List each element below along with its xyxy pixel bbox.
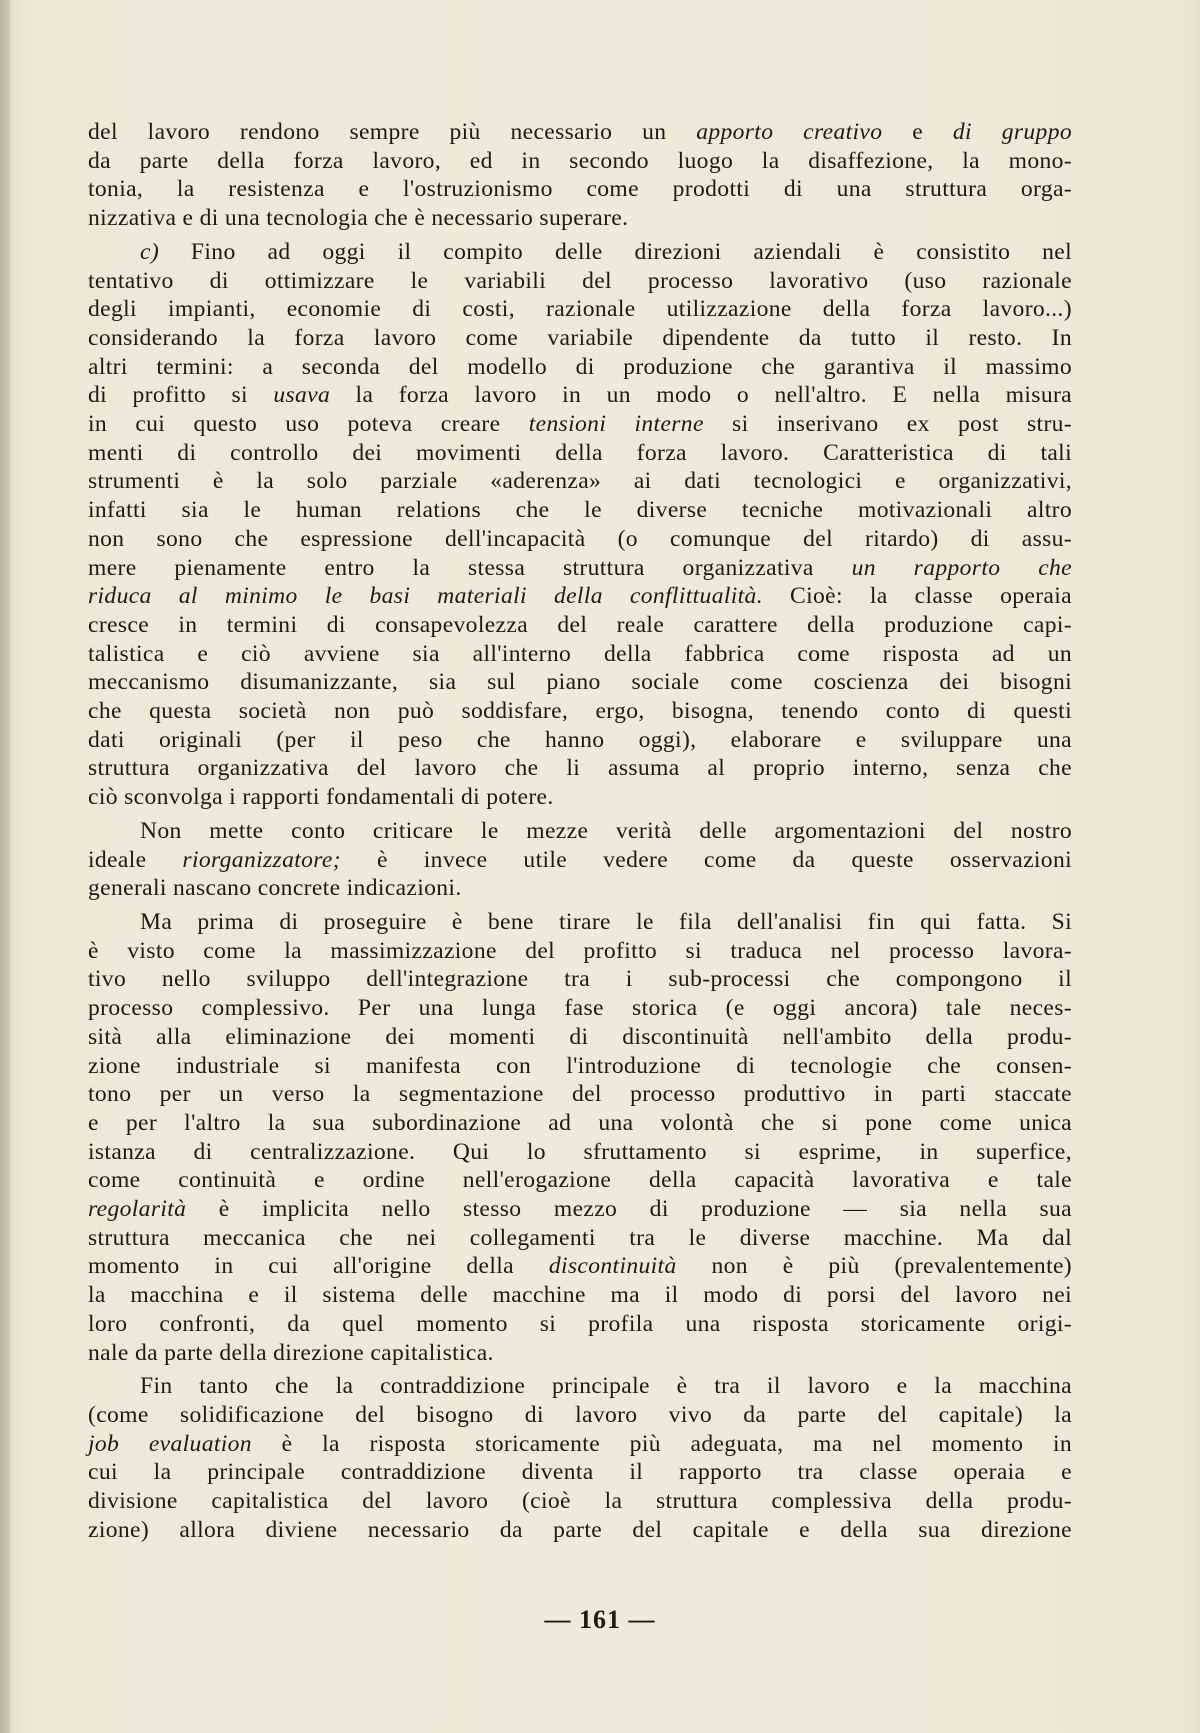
italic-run: un rapporto che: [851, 554, 1072, 581]
book-spine-shadow: [0, 0, 10, 1733]
text-run: struttura meccanica che nei collegamenti tra le diverse macchine. Ma dal: [88, 1224, 1072, 1251]
text-line: [88, 1252, 1072, 1281]
page-number: — 161 —: [544, 1605, 656, 1634]
italic-run: riduca al minimo le basi materiali della conflittualità.: [88, 583, 763, 610]
text-run: altri termini: a seconda del modello di produzione che garantiva il massimo: [88, 353, 1072, 380]
italic-run: riorganizzatore;: [182, 846, 341, 873]
text-line: [88, 554, 1072, 583]
text-line: [88, 1166, 1072, 1195]
text-run: è invece utile vedere come da queste osservazioni: [340, 846, 1072, 873]
text-run: Non mette conto criticare le mezze verità delle argomentazioni del nostro: [140, 817, 1072, 844]
text-run: sità alla eliminazione dei momenti di discontinuità nell'ambito della produ-: [88, 1023, 1072, 1050]
text-run: Fino ad oggi il compito delle direzioni aziendali è consistito nel: [159, 238, 1072, 265]
text-run: considerando la forza lavoro come variabile dipendente da tutto il resto. In: [88, 324, 1072, 351]
text-line: [88, 324, 1072, 353]
text-line: [88, 467, 1072, 496]
text-run: non sono che espressione dell'incapacità (o comunque del ritardo) di assu-: [88, 525, 1072, 552]
text-run: processo complessivo. Per una lunga fase storica (e oggi ancora) tale neces-: [88, 995, 1072, 1022]
text-line: [88, 783, 1072, 812]
text-run: di profitto si: [88, 382, 274, 409]
text-line: [88, 204, 1072, 233]
text-line: [88, 582, 1072, 611]
text-run: infatti sia le human relations che le diverse tecniche motivazionali altro: [88, 497, 1072, 524]
text-run: è visto come la massimizzazione del profitto si traduca nel processo lavora-: [88, 937, 1072, 964]
text-run: generali nascano concrete indicazioni.: [88, 875, 462, 902]
text-run: tentativo di ottimizzare le variabili del processo lavorativo (uso razionale: [88, 267, 1072, 294]
text-line: [88, 726, 1072, 755]
text-line: [88, 1023, 1072, 1052]
text-run: nale da parte della direzione capitalistica.: [88, 1339, 494, 1366]
text-line: [88, 1401, 1072, 1430]
text-run: Cioè: la classe operaia: [762, 583, 1072, 610]
text-line: [88, 381, 1072, 410]
text-line: [88, 1339, 1072, 1368]
text-line: [88, 1281, 1072, 1310]
text-line: [88, 846, 1072, 875]
text-run: non è più (prevalentemente): [676, 1253, 1073, 1280]
text-run: tono per un verso la segmentazione del processo produttivo in parti staccate: [88, 1081, 1072, 1108]
text-run: è la risposta storicamente più adeguata, ma nel momento in: [251, 1430, 1073, 1457]
text-line: [88, 697, 1072, 726]
text-line: [88, 1109, 1072, 1138]
text-line: [88, 668, 1072, 697]
text-run: menti di controllo dei movimenti della forza lavoro. Caratteristica di tali: [88, 439, 1072, 466]
text-line: [88, 908, 1072, 937]
text-run: si inserivano ex post stru-: [703, 411, 1073, 438]
text-run: in cui questo uso poteva creare: [88, 411, 529, 438]
text-line: [88, 1516, 1072, 1545]
body-text: [88, 118, 1072, 1544]
text-run: divisione capitalistica del lavoro (cioè la struttura complessiva della produ-: [88, 1488, 1072, 1515]
text-run: zione industriale si manifesta con l'introduzione di tecnologie che consen-: [88, 1052, 1072, 1079]
text-line: [88, 147, 1072, 176]
text-run: ciò sconvolga i rapporti fondamentali di potere.: [88, 784, 554, 811]
text-run: strumenti è la solo parziale «aderenza» ai dati tecnologici e organizzativi,: [88, 468, 1072, 495]
text-line: [88, 1310, 1072, 1339]
text-line: [88, 175, 1072, 204]
text-line: [88, 267, 1072, 296]
text-line: [88, 1487, 1072, 1516]
text-run: tonia, la resistenza e l'ostruzionismo come prodotti di una struttura orga-: [88, 176, 1072, 203]
text-line: [88, 353, 1072, 382]
italic-run: discontinuità: [548, 1253, 677, 1280]
text-run: dati originali (per il peso che hanno oggi), elaborare e sviluppare una: [88, 726, 1072, 753]
text-run: mere pienamente entro la stessa struttura organizzativa: [88, 554, 852, 581]
text-run: e per l'altro la sua subordinazione ad una volontà che si pone come unica: [88, 1109, 1072, 1136]
text-line: [88, 1080, 1072, 1109]
text-line: [88, 525, 1072, 554]
text-line: [88, 874, 1072, 903]
text-line: [88, 118, 1072, 147]
italic-run: job evaluation: [88, 1430, 252, 1457]
text-run: la macchina e il sistema delle macchine ma il modo di porsi del lavoro nei: [88, 1282, 1072, 1309]
text-run: cui la principale contraddizione diventa il rapporto tra classe operaia e: [88, 1459, 1072, 1486]
italic-run: regolarità: [88, 1196, 187, 1223]
text-line: [88, 1138, 1072, 1167]
text-line: [88, 640, 1072, 669]
text-line: [88, 295, 1072, 324]
text-run: cresce in termini di consapevolezza del reale carattere della produzione capi-: [88, 611, 1072, 638]
text-run: nizzativa e di una tecnologia che è necessario superare.: [88, 205, 629, 232]
italic-run: usava: [273, 382, 331, 409]
text-run: Ma prima di proseguire è bene tirare le fila dell'analisi fin qui fatta. Si: [140, 908, 1072, 935]
text-line: [88, 1052, 1072, 1081]
text-run: da parte della forza lavoro, ed in secondo luogo la disaffezione, la mono-: [88, 147, 1072, 174]
text-run: momento in cui all'origine della: [88, 1253, 549, 1280]
text-line: [88, 410, 1072, 439]
text-line: [88, 817, 1072, 846]
text-run: degli impianti, economie di costi, razionale utilizzazione della forza lavoro...): [88, 296, 1072, 323]
text-run: tivo nello sviluppo dell'integrazione tra i sub-processi che compongono il: [88, 966, 1072, 993]
text-run: Fin tanto che la contraddizione principale è tra il lavoro e la macchina: [140, 1373, 1072, 1400]
text-run: la forza lavoro in un modo o nell'altro. E nella misura: [330, 382, 1072, 409]
italic-run: tensioni interne: [528, 411, 704, 438]
text-line: [88, 611, 1072, 640]
text-run: meccanismo disumanizzante, sia sul piano sociale come coscienza dei bisogni: [88, 669, 1072, 696]
text-line: [88, 1372, 1072, 1401]
text-run: struttura organizzativa del lavoro che li assuma al proprio interno, senza che: [88, 755, 1072, 782]
text-run: ideale: [88, 846, 183, 873]
text-run: loro confronti, da quel momento si profila una risposta storicamente origi-: [88, 1310, 1072, 1337]
text-run: talistica e ciò avviene sia all'interno della fabbrica come risposta ad un: [88, 640, 1072, 667]
text-run: del lavoro rendono sempre più necessario un: [88, 119, 697, 145]
text-run: (come solidificazione del bisogno di lavoro vivo da parte del capitale) la: [88, 1401, 1072, 1428]
text-line: [88, 1195, 1072, 1224]
text-run: istanza di centralizzazione. Qui lo sfruttamento si esprime, in superfice,: [88, 1138, 1072, 1165]
italic-run: apporto creativo: [696, 119, 883, 145]
text-line: [88, 238, 1072, 267]
text-run: e: [882, 119, 953, 145]
text-line: [88, 965, 1072, 994]
text-run: zione) allora diviene necessario da parte del capitale e della sua direzione: [88, 1516, 1072, 1543]
italic-run: di gruppo: [952, 119, 1072, 145]
text-run: è implicita nello stesso mezzo di produzione — sia nella sua: [186, 1196, 1072, 1223]
text-run: come continuità e ordine nell'erogazione della capacità lavorativa e tale: [88, 1167, 1072, 1194]
text-line: [88, 754, 1072, 783]
text-line: [88, 1224, 1072, 1253]
text-line: [88, 994, 1072, 1023]
text-line: [88, 1458, 1072, 1487]
text-line: [88, 439, 1072, 468]
text-run: che questa società non può soddisfare, ergo, bisogna, tenendo conto di questi: [88, 698, 1072, 725]
text-line: [88, 1430, 1072, 1459]
text-line: [88, 496, 1072, 525]
italic-run: c): [140, 238, 160, 265]
text-line: [88, 937, 1072, 966]
